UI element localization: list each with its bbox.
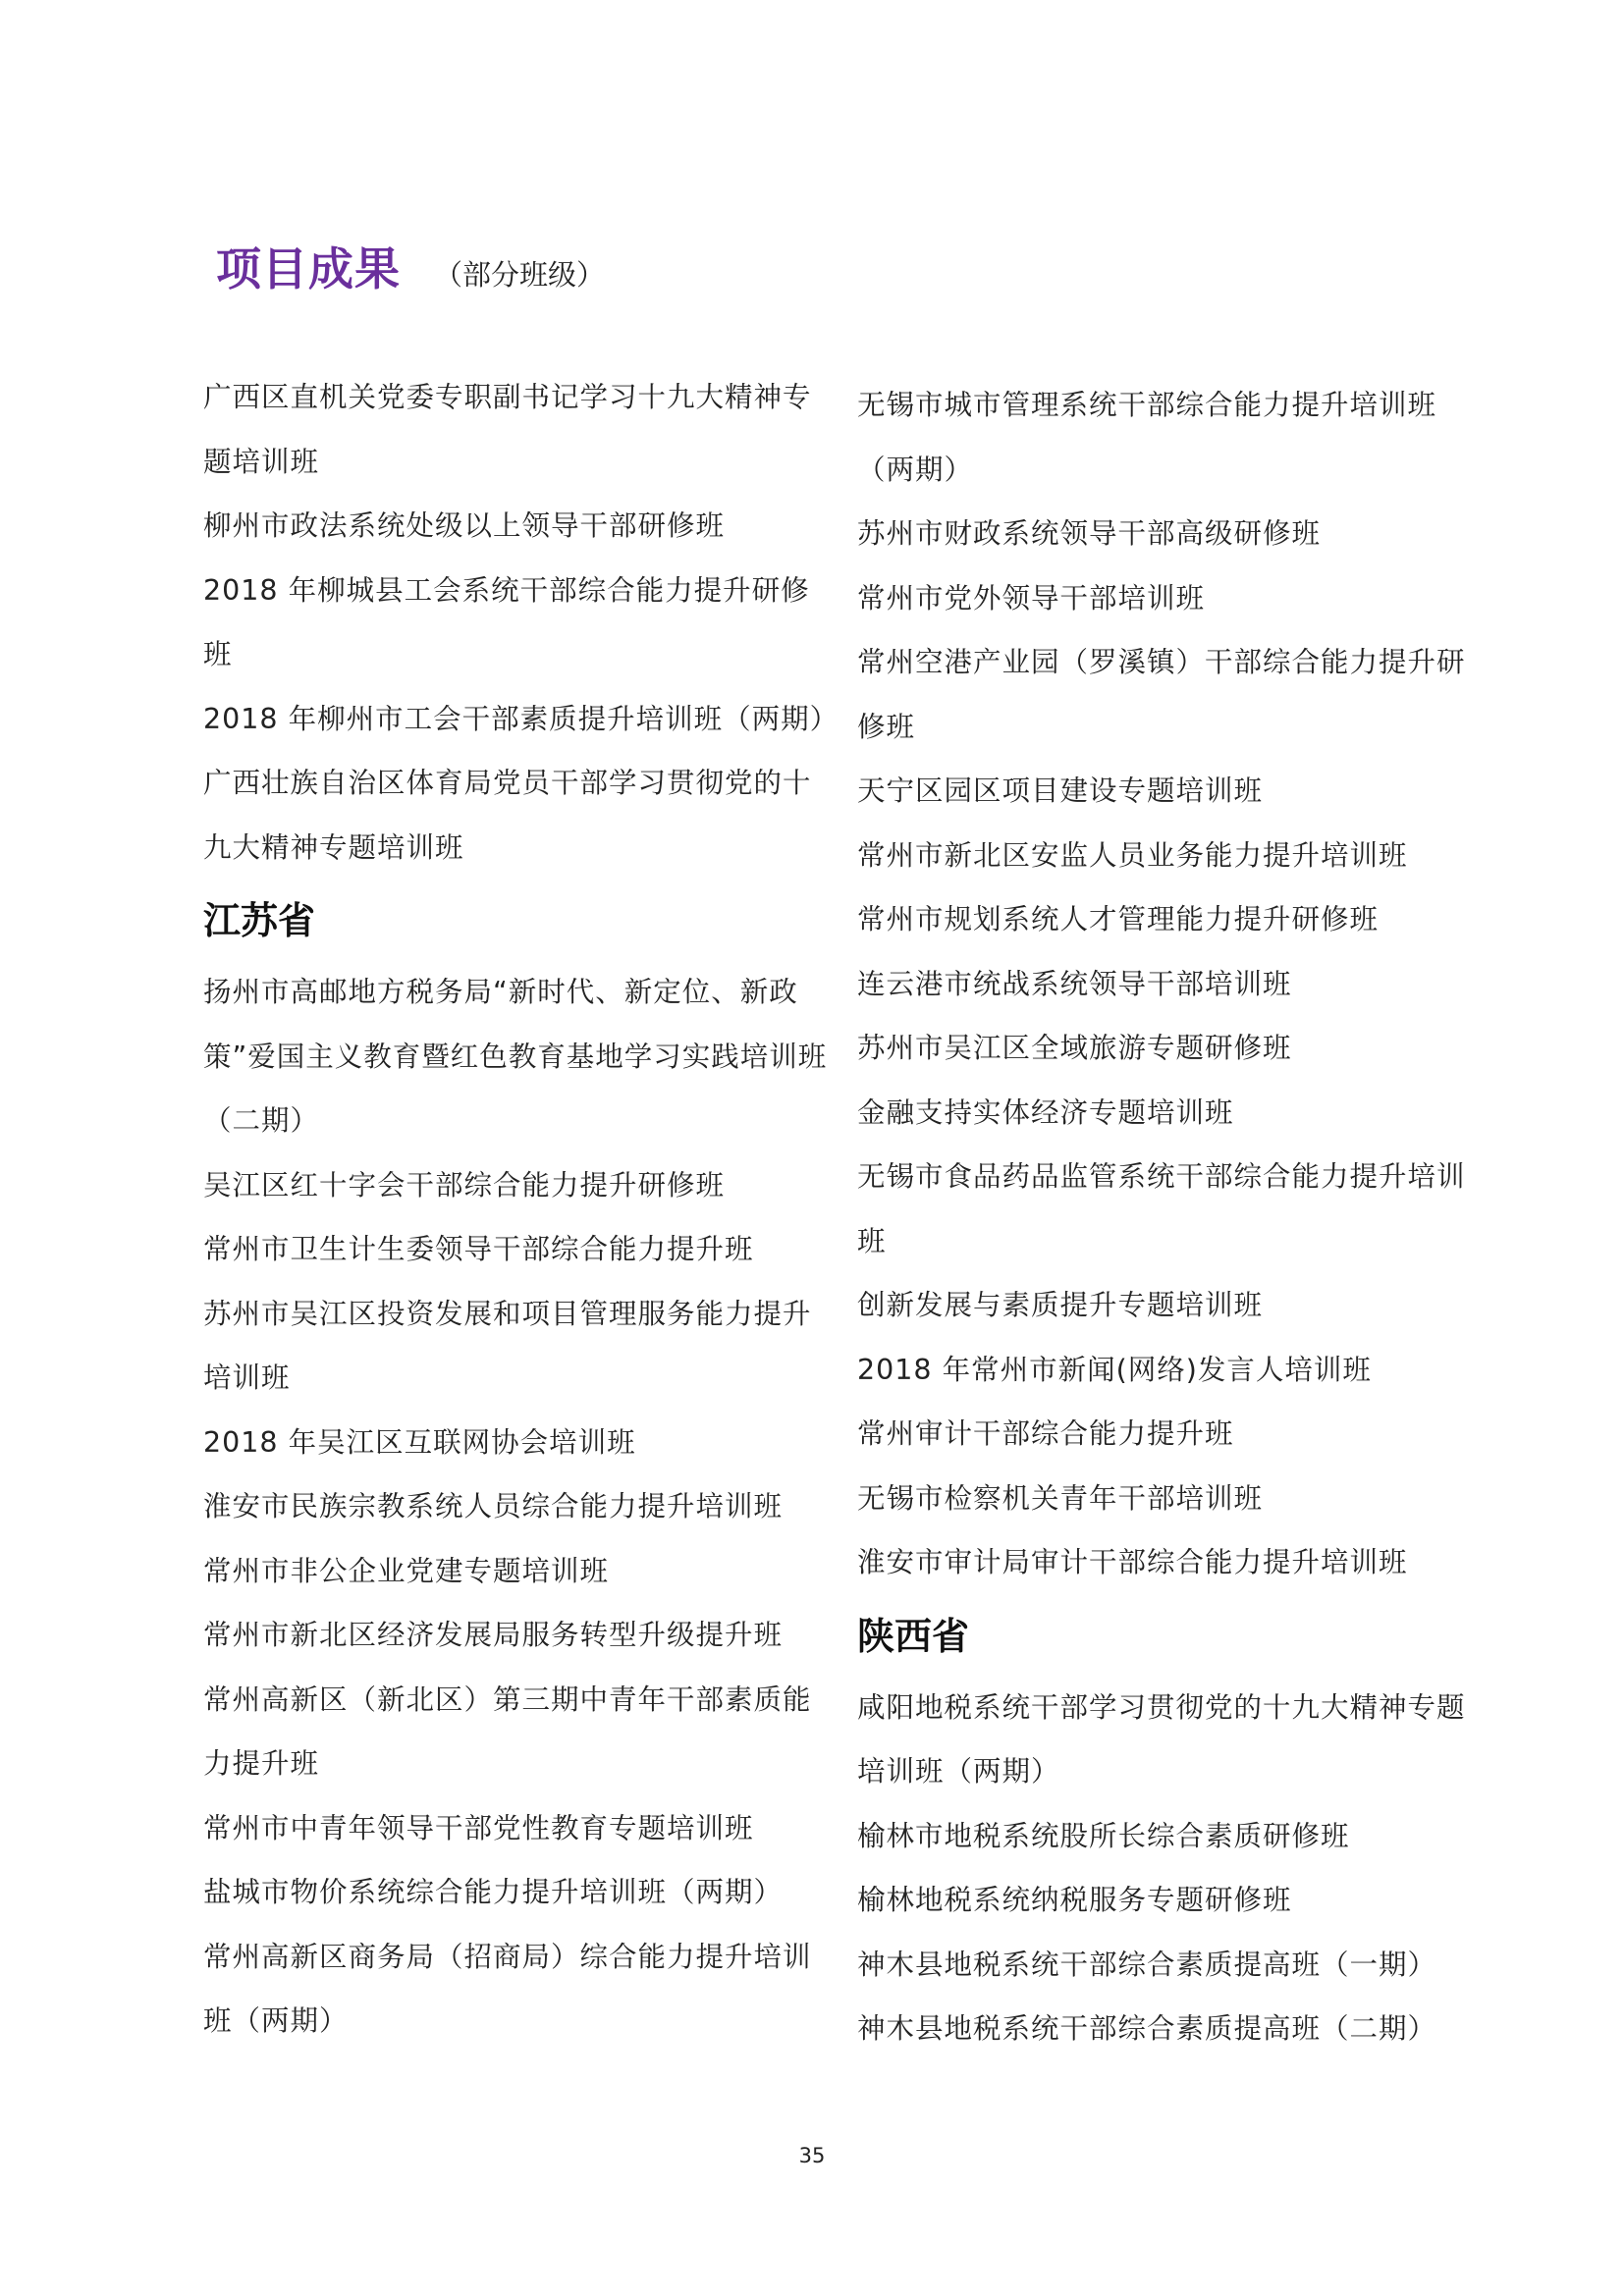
list-item: 吴江区红十字会干部综合能力提升研修班 <box>203 1168 726 1201</box>
list-item: 广西区直机关党委专职副书记学习十九大精神专题培训班 <box>203 381 812 478</box>
list-item: 常州市新北区安监人员业务能力提升培训班 <box>857 838 1408 872</box>
list-item: 盐城市物价系统综合能力提升培训班（两期） <box>203 1876 784 1908</box>
list-item: 创新发展与素质提升专题培训班 <box>857 1289 1264 1321</box>
list-item: 常州市卫生计生委领导干部综合能力提升班 <box>203 1233 754 1265</box>
list-item: 榆林市地税系统股所长综合素质研修班 <box>857 1819 1350 1852</box>
list-item: 常州市非公企业党建专题培训班 <box>203 1554 610 1587</box>
list-item: 咸阳地税系统干部学习贯彻党的十九大精神专题培训班（两期） <box>857 1690 1466 1788</box>
list-item: 常州高新区商务局（招商局）综合能力提升培训班（两期） <box>203 1940 812 2037</box>
list-item: 2018 年柳州市工会干部素质提升培训班（两期） <box>203 702 839 735</box>
list-item: 常州市规划系统人才管理能力提升研修班 <box>857 903 1380 935</box>
list-item: 无锡市食品药品监管系统干部综合能力提升培训班 <box>857 1160 1466 1257</box>
list-item: 淮安市民族宗教系统人员综合能力提升培训班 <box>203 1490 784 1522</box>
list-item: 常州市中青年领导干部党性教育专题培训班 <box>203 1811 754 1844</box>
left-list-top <box>203 365 839 880</box>
right-list-top <box>857 373 1486 1595</box>
list-item: 无锡市检察机关青年干部培训班 <box>857 1481 1264 1515</box>
list-item: 2018 年吴江区互联网协会培训班 <box>203 1425 636 1459</box>
list-item: 常州审计干部综合能力提升班 <box>857 1417 1234 1450</box>
list-item: 常州市新北区经济发展局服务转型升级提升班 <box>203 1619 784 1651</box>
list-item: 柳州市政法系统处级以上领导干部研修班 <box>203 509 726 542</box>
left-list-bottom <box>203 960 832 2054</box>
left-column <box>203 365 839 2054</box>
section-title: 项目成果 <box>216 242 401 295</box>
list-item: 神木县地税系统干部综合素质提高班（二期） <box>857 2012 1437 2045</box>
list-item: 连云港市统战系统领导干部培训班 <box>857 967 1292 1000</box>
list-item: 常州市党外领导干部培训班 <box>857 581 1206 614</box>
list-item: 苏州市吴江区全域旅游专题研修班 <box>857 1032 1292 1064</box>
list-item: 2018 年柳城县工会系统干部综合能力提升研修班 <box>203 573 810 670</box>
list-item: 榆林地税系统纳税服务专题研修班 <box>857 1884 1292 1916</box>
right-column <box>857 373 1486 2061</box>
section-title-row <box>216 234 605 298</box>
section-subtitle: （部分班级） <box>434 258 606 292</box>
list-item: 常州空港产业园（罗溪镇）干部综合能力提升研修班 <box>857 646 1466 743</box>
list-item: 苏州市吴江区投资发展和项目管理服务能力提升培训班 <box>203 1297 812 1394</box>
list-item: 广西壮族自治区体育局党员干部学习贯彻党的十九大精神专题培训班 <box>203 767 812 864</box>
right-list-bottom <box>857 1676 1486 2061</box>
list-item: 淮安市审计局审计干部综合能力提升培训班 <box>857 1546 1408 1578</box>
province-heading-shaanxi: 陕西省 <box>857 1614 970 1658</box>
list-item: 无锡市城市管理系统干部综合能力提升培训班（两期） <box>857 389 1437 486</box>
list-item: 常州高新区（新北区）第三期中青年干部素质能力提升班 <box>203 1682 812 1780</box>
province-heading-jiangsu: 江苏省 <box>203 899 316 942</box>
list-item: 2018 年常州市新闻(网络)发言人培训班 <box>857 1353 1372 1386</box>
list-item: 苏州市财政系统领导干部高级研修班 <box>857 517 1322 550</box>
list-item: 天宁区园区项目建设专题培训班 <box>857 774 1264 807</box>
list-item: 神木县地税系统干部综合素质提高班（一期） <box>857 1948 1437 1981</box>
list-item: 扬州市高邮地方税务局“新时代、新定位、新政策”爱国主义教育暨红色教育基地学习实践培训班（二期） <box>203 976 828 1137</box>
page-number: 35 <box>798 2144 826 2167</box>
list-item: 金融支持实体经济专题培训班 <box>857 1095 1234 1129</box>
